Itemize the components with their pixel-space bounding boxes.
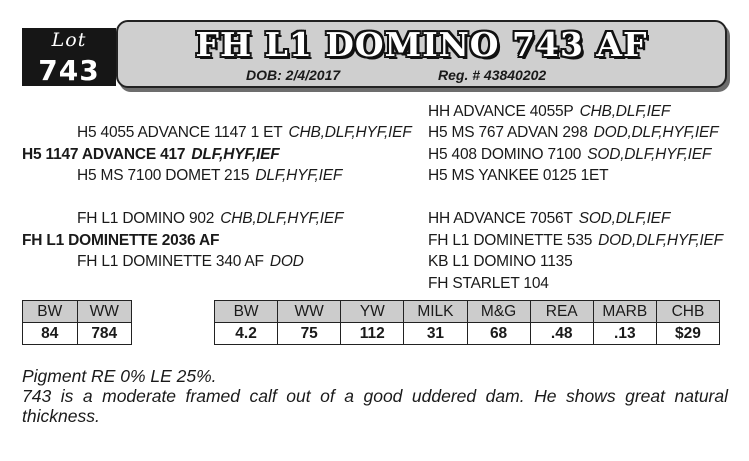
table-header-cell: BW xyxy=(23,301,78,323)
pedigree-sire-sire xyxy=(77,124,412,142)
pedigree-name: FH L1 DOMINETTE 2036 AF xyxy=(22,232,220,249)
pedigree-codes: DLF,HYF,IEF xyxy=(191,146,280,163)
table-header-cell: M&G xyxy=(467,301,530,323)
pedigree-name: H5 MS YANKEE 0125 1ET xyxy=(428,167,609,184)
pedigree-dam-sire xyxy=(77,210,343,228)
title-banner xyxy=(116,20,727,88)
pedigree-name: KB L1 DOMINO 1135 xyxy=(428,253,573,270)
pedigree-dam xyxy=(22,232,219,250)
lot-number: 743 xyxy=(38,54,100,87)
table-cell: 784 xyxy=(77,323,132,345)
table-header-cell: MARB xyxy=(593,301,656,323)
pedigree-name: HH ADVANCE 7056T xyxy=(428,210,573,227)
pedigree-codes: SOD,DLF,HYF,IEF xyxy=(587,146,712,163)
animal-name: FH L1 DOMINO 743 AF xyxy=(195,25,648,64)
table-cell: 31 xyxy=(404,323,467,345)
pedigree-name: FH L1 DOMINETTE 340 AF xyxy=(77,253,264,270)
table-header-cell: WW xyxy=(77,301,132,323)
pedigree-sire-dam-sire xyxy=(428,146,711,164)
pedigree-name: FH L1 DOMINETTE 535 xyxy=(428,232,593,249)
table-header-cell: REA xyxy=(530,301,593,323)
table-cell: .13 xyxy=(593,323,656,345)
pedigree-name: FH L1 DOMINO 902 xyxy=(77,210,215,227)
pedigree-name: H5 1147 ADVANCE 417 xyxy=(22,146,186,163)
pedigree-sire-dam xyxy=(77,167,342,185)
table-cell: 75 xyxy=(278,323,341,345)
description-text: 743 is a moderate framed calf out of a good uddered dam. He shows great natural thickness. xyxy=(22,386,728,426)
pedigree-name: HH ADVANCE 4055P xyxy=(428,103,574,120)
pedigree-dam-sire-dam xyxy=(428,232,723,250)
pedigree-codes: DOD,DLF,HYF,IEF xyxy=(598,232,723,249)
pedigree-dam-dam-sire xyxy=(428,253,573,271)
pigment-note: Pigment RE 0% LE 25%. xyxy=(22,366,217,386)
pedigree-dam-dam xyxy=(77,253,304,271)
pedigree-codes: CHB,DLF,HYF,IEF xyxy=(288,124,412,141)
pedigree-codes: SOD,DLF,IEF xyxy=(578,210,671,227)
pedigree-sire-dam-dam xyxy=(428,167,608,185)
lot-badge xyxy=(22,28,116,86)
table-header-cell: WW xyxy=(278,301,341,323)
pedigree-sire xyxy=(22,146,280,164)
table-header-cell: YW xyxy=(341,301,404,323)
epd-table xyxy=(214,300,720,345)
pedigree-dam-dam-dam xyxy=(428,275,549,293)
pedigree-name: H5 MS 767 ADVAN 298 xyxy=(428,124,588,141)
table-header-cell: MILK xyxy=(404,301,467,323)
registration-number: Reg. # 43840202 xyxy=(438,67,547,83)
pedigree-name: H5 MS 7100 DOMET 215 xyxy=(77,167,250,184)
table-cell: .48 xyxy=(530,323,593,345)
date-of-birth: DOB: 2/4/2017 xyxy=(246,67,341,83)
lot-comments xyxy=(22,366,728,426)
table-cell: 112 xyxy=(341,323,404,345)
table-header-cell: BW xyxy=(215,301,278,323)
table-header-cell: CHB xyxy=(656,301,719,323)
pedigree-name: H5 4055 ADVANCE 1147 1 ET xyxy=(77,124,283,141)
table-header-row xyxy=(215,301,720,323)
pedigree-sire-sire-dam xyxy=(428,124,718,142)
actual-weights-table xyxy=(22,300,132,345)
table-cell: 4.2 xyxy=(215,323,278,345)
table-cell: $29 xyxy=(656,323,719,345)
pedigree-codes: CHB,DLF,IEF xyxy=(579,103,671,120)
pedigree-codes: DLF,HYF,IEF xyxy=(255,167,343,184)
pedigree-name: FH STARLET 104 xyxy=(428,275,549,292)
table-row xyxy=(215,323,720,345)
table-header-row xyxy=(23,301,132,323)
pedigree-codes: CHB,DLF,HYF,IEF xyxy=(220,210,344,227)
pedigree-sire-sire-sire xyxy=(428,103,670,121)
pedigree-name: H5 408 DOMINO 7100 xyxy=(428,146,582,163)
pedigree-codes: DOD xyxy=(269,253,304,270)
pedigree-dam-sire-sire xyxy=(428,210,670,228)
table-row xyxy=(23,323,132,345)
pedigree-codes: DOD,DLF,HYF,IEF xyxy=(593,124,719,141)
lot-label: Lot xyxy=(51,29,87,51)
table-cell: 68 xyxy=(467,323,530,345)
table-cell: 84 xyxy=(23,323,78,345)
